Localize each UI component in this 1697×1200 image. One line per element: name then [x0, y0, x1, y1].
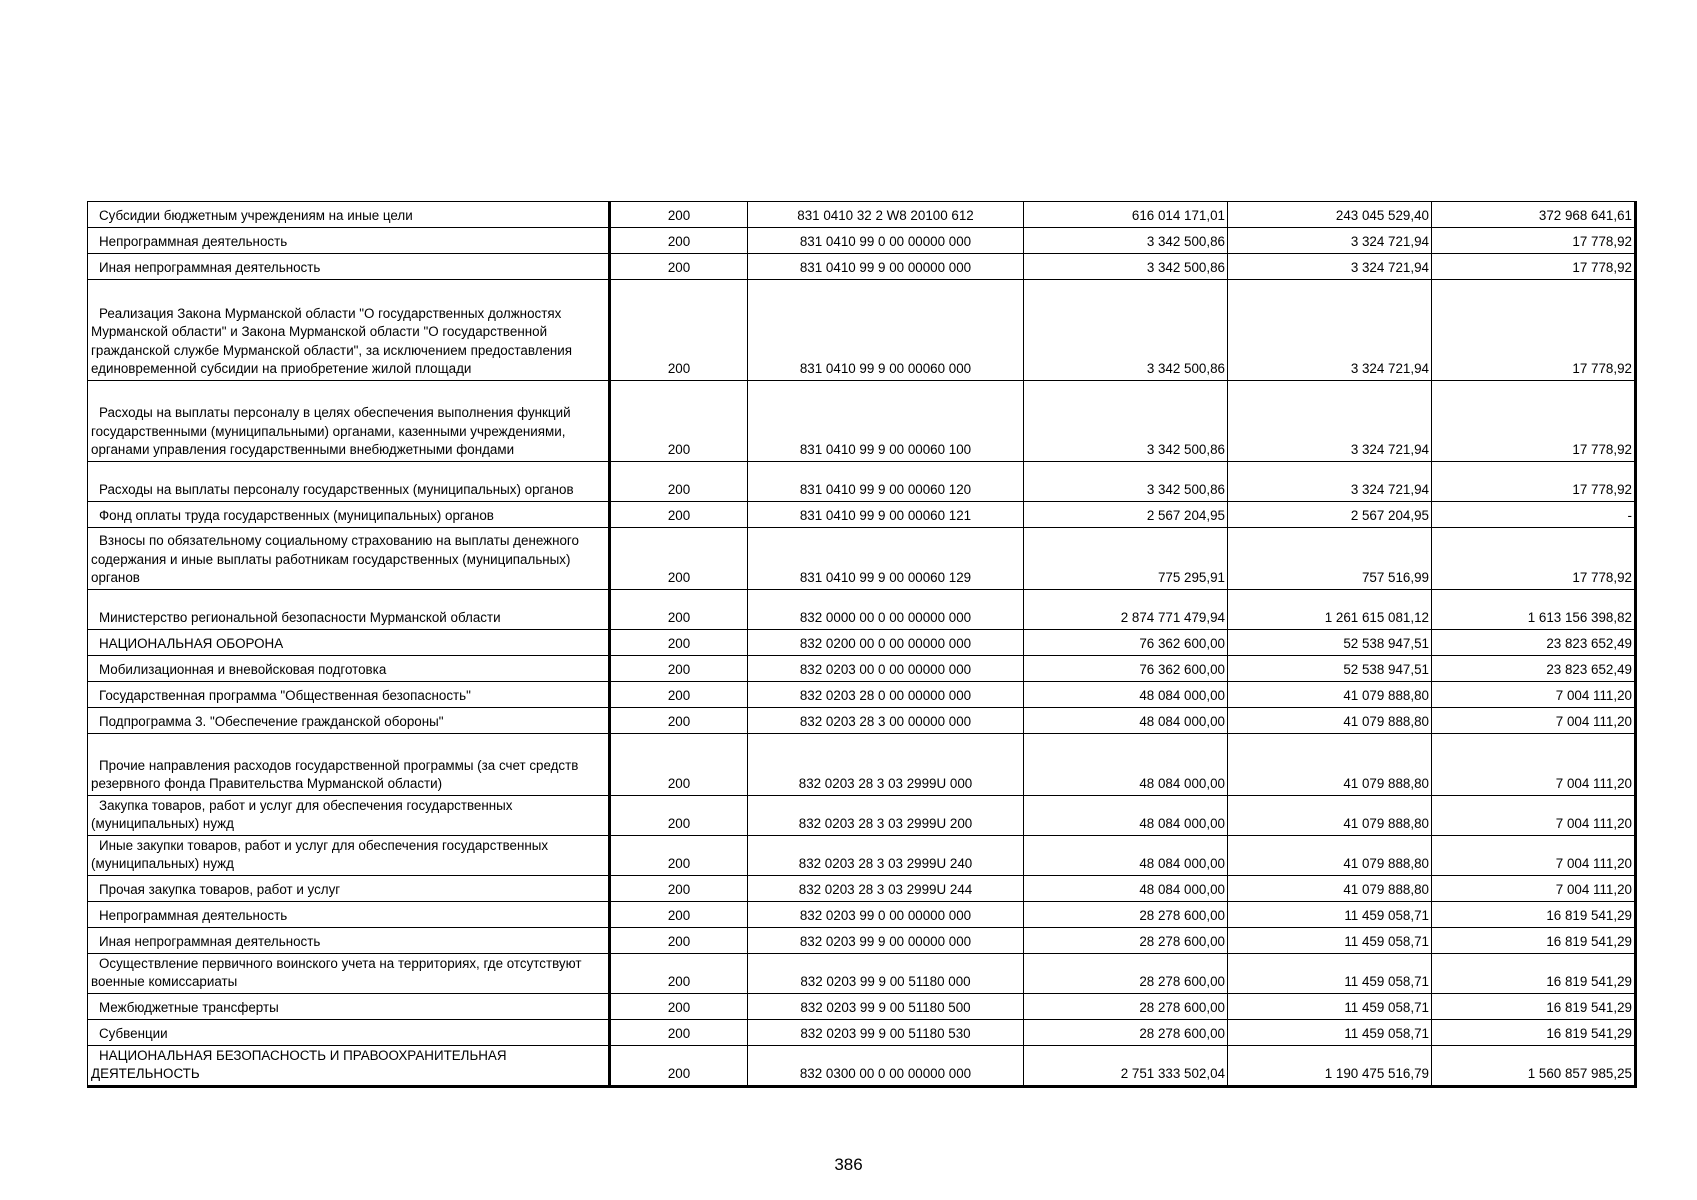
unexecuted-amount-cell: 16 819 541,29: [1432, 954, 1636, 994]
item-name-cell: НАЦИОНАЛЬНАЯ ОБОРОНА: [88, 630, 610, 656]
unexecuted-amount-cell: -: [1432, 502, 1636, 528]
budget-code-cell: 832 0203 99 9 00 51180 530: [748, 1020, 1024, 1046]
item-name-cell: Непрограммная деятельность: [88, 228, 610, 254]
executed-amount-cell: 41 079 888,80: [1228, 708, 1432, 734]
line-code-cell: 200: [610, 1020, 748, 1046]
executed-amount-cell: 3 324 721,94: [1228, 462, 1432, 502]
table-row: [88, 994, 1636, 1020]
unexecuted-amount-cell: 17 778,92: [1432, 462, 1636, 502]
budget-code-cell: 831 0410 99 0 00 00000 000: [748, 228, 1024, 254]
budget-code-cell: 831 0410 99 9 00 00060 129: [748, 528, 1024, 590]
unexecuted-amount-cell: 17 778,92: [1432, 280, 1636, 381]
approved-amount-cell: 28 278 600,00: [1024, 954, 1228, 994]
unexecuted-amount-cell: 7 004 111,20: [1432, 682, 1636, 708]
line-code-cell: 200: [610, 994, 748, 1020]
approved-amount-cell: 48 084 000,00: [1024, 682, 1228, 708]
line-code-cell: 200: [610, 630, 748, 656]
item-name-cell: Осуществление первичного воинского учета на территориях, где отсутствуют военные комиссариаты: [88, 954, 610, 994]
approved-amount-cell: 775 295,91: [1024, 528, 1228, 590]
unexecuted-amount-cell: 23 823 652,49: [1432, 630, 1636, 656]
item-name-cell: Субвенции: [88, 1020, 610, 1046]
approved-amount-cell: 3 342 500,86: [1024, 381, 1228, 462]
budget-code-cell: 831 0410 32 2 W8 20100 612: [748, 202, 1024, 228]
item-name-cell: Иные закупки товаров, работ и услуг для обеспечения государственных (муниципальных) нужд: [88, 836, 610, 876]
approved-amount-cell: 2 874 771 479,94: [1024, 590, 1228, 630]
table-row: [88, 954, 1636, 994]
executed-amount-cell: 2 567 204,95: [1228, 502, 1432, 528]
budget-code-cell: 831 0410 99 9 00 00060 121: [748, 502, 1024, 528]
budget-code-cell: 832 0203 99 9 00 51180 000: [748, 954, 1024, 994]
item-name-cell: НАЦИОНАЛЬНАЯ БЕЗОПАСНОСТЬ И ПРАВООХРАНИТЕЛЬНАЯ ДЕЯТЕЛЬНОСТЬ: [88, 1046, 610, 1087]
item-name-cell: Реализация Закона Мурманской области "О государственных должностях Мурманской области" и Закона Мурманской области "О государственной гражданской службе Мурманской области", за исключением предоставления единовременной субсидии на приобретение жилой площади: [88, 280, 610, 381]
approved-amount-cell: 48 084 000,00: [1024, 708, 1228, 734]
table-row: [88, 462, 1636, 502]
approved-amount-cell: 28 278 600,00: [1024, 902, 1228, 928]
table-row: [88, 1020, 1636, 1046]
approved-amount-cell: 2 751 333 502,04: [1024, 1046, 1228, 1087]
executed-amount-cell: 757 516,99: [1228, 528, 1432, 590]
unexecuted-amount-cell: 16 819 541,29: [1432, 928, 1636, 954]
approved-amount-cell: 48 084 000,00: [1024, 734, 1228, 796]
table-row: [88, 630, 1636, 656]
approved-amount-cell: 3 342 500,86: [1024, 280, 1228, 381]
executed-amount-cell: 52 538 947,51: [1228, 630, 1432, 656]
executed-amount-cell: 11 459 058,71: [1228, 928, 1432, 954]
unexecuted-amount-cell: 1 560 857 985,25: [1432, 1046, 1636, 1087]
line-code-cell: 200: [610, 381, 748, 462]
budget-code-cell: 832 0300 00 0 00 00000 000: [748, 1046, 1024, 1087]
approved-amount-cell: 48 084 000,00: [1024, 876, 1228, 902]
approved-amount-cell: 616 014 171,01: [1024, 202, 1228, 228]
table-row: [88, 202, 1636, 228]
item-name-cell: Министерство региональной безопасности Мурманской области: [88, 590, 610, 630]
table-row: [88, 836, 1636, 876]
table-row: [88, 876, 1636, 902]
item-name-cell: Закупка товаров, работ и услуг для обеспечения государственных (муниципальных) нужд: [88, 796, 610, 836]
executed-amount-cell: 1 190 475 516,79: [1228, 1046, 1432, 1087]
table-row: [88, 902, 1636, 928]
approved-amount-cell: 76 362 600,00: [1024, 630, 1228, 656]
table-row: [88, 590, 1636, 630]
unexecuted-amount-cell: 17 778,92: [1432, 228, 1636, 254]
executed-amount-cell: 3 324 721,94: [1228, 228, 1432, 254]
unexecuted-amount-cell: 16 819 541,29: [1432, 1020, 1636, 1046]
item-name-cell: Фонд оплаты труда государственных (муниципальных) органов: [88, 502, 610, 528]
unexecuted-amount-cell: 17 778,92: [1432, 254, 1636, 280]
table-row: [88, 796, 1636, 836]
table-row: [88, 708, 1636, 734]
unexecuted-amount-cell: 17 778,92: [1432, 381, 1636, 462]
item-name-cell: Мобилизационная и вневойсковая подготовка: [88, 656, 610, 682]
budget-code-cell: 832 0203 00 0 00 00000 000: [748, 656, 1024, 682]
budget-code-cell: 832 0203 28 3 03 2999U 000: [748, 734, 1024, 796]
approved-amount-cell: 76 362 600,00: [1024, 656, 1228, 682]
table-row: [88, 381, 1636, 462]
executed-amount-cell: 3 324 721,94: [1228, 381, 1432, 462]
line-code-cell: 200: [610, 708, 748, 734]
line-code-cell: 200: [610, 1046, 748, 1087]
approved-amount-cell: 28 278 600,00: [1024, 928, 1228, 954]
table-row: [88, 1046, 1636, 1087]
item-name-cell: Подпрограмма 3. "Обеспечение гражданской обороны": [88, 708, 610, 734]
line-code-cell: 200: [610, 734, 748, 796]
line-code-cell: 200: [610, 656, 748, 682]
unexecuted-amount-cell: 16 819 541,29: [1432, 994, 1636, 1020]
table-row: [88, 254, 1636, 280]
executed-amount-cell: 41 079 888,80: [1228, 682, 1432, 708]
executed-amount-cell: 52 538 947,51: [1228, 656, 1432, 682]
item-name-cell: Прочая закупка товаров, работ и услуг: [88, 876, 610, 902]
item-name-cell: Непрограммная деятельность: [88, 902, 610, 928]
approved-amount-cell: 28 278 600,00: [1024, 1020, 1228, 1046]
budget-code-cell: 832 0203 28 3 03 2999U 244: [748, 876, 1024, 902]
unexecuted-amount-cell: 1 613 156 398,82: [1432, 590, 1636, 630]
budget-code-cell: 832 0203 99 9 00 51180 500: [748, 994, 1024, 1020]
table-body: [88, 202, 1636, 1087]
table-row: [88, 928, 1636, 954]
line-code-cell: 200: [610, 836, 748, 876]
item-name-cell: Расходы на выплаты персоналу в целях обеспечения выполнения функций государственными (муниципальными) органами, казенными учреждениями, органами управления государственными внебюджетными фондами: [88, 381, 610, 462]
budget-code-cell: 831 0410 99 9 00 00060 000: [748, 280, 1024, 381]
line-code-cell: 200: [610, 202, 748, 228]
table-row: [88, 656, 1636, 682]
line-code-cell: 200: [610, 796, 748, 836]
unexecuted-amount-cell: 7 004 111,20: [1432, 836, 1636, 876]
approved-amount-cell: 3 342 500,86: [1024, 254, 1228, 280]
line-code-cell: 200: [610, 902, 748, 928]
unexecuted-amount-cell: 372 968 641,61: [1432, 202, 1636, 228]
line-code-cell: 200: [610, 280, 748, 381]
budget-code-cell: 832 0000 00 0 00 00000 000: [748, 590, 1024, 630]
approved-amount-cell: 3 342 500,86: [1024, 462, 1228, 502]
item-name-cell: Прочие направления расходов государственной программы (за счет средств резервного фонда Правительства Мурманской области): [88, 734, 610, 796]
executed-amount-cell: 41 079 888,80: [1228, 876, 1432, 902]
item-name-cell: Иная непрограммная деятельность: [88, 254, 610, 280]
table-row: [88, 528, 1636, 590]
executed-amount-cell: 3 324 721,94: [1228, 254, 1432, 280]
approved-amount-cell: 2 567 204,95: [1024, 502, 1228, 528]
executed-amount-cell: 243 045 529,40: [1228, 202, 1432, 228]
executed-amount-cell: 11 459 058,71: [1228, 1020, 1432, 1046]
approved-amount-cell: 48 084 000,00: [1024, 796, 1228, 836]
executed-amount-cell: 41 079 888,80: [1228, 734, 1432, 796]
line-code-cell: 200: [610, 254, 748, 280]
approved-amount-cell: 3 342 500,86: [1024, 228, 1228, 254]
approved-amount-cell: 48 084 000,00: [1024, 836, 1228, 876]
executed-amount-cell: 11 459 058,71: [1228, 994, 1432, 1020]
line-code-cell: 200: [610, 682, 748, 708]
budget-code-cell: 832 0203 28 3 03 2999U 200: [748, 796, 1024, 836]
budget-code-cell: 832 0203 99 9 00 00000 000: [748, 928, 1024, 954]
unexecuted-amount-cell: 7 004 111,20: [1432, 796, 1636, 836]
budget-code-cell: 831 0410 99 9 00 00060 120: [748, 462, 1024, 502]
line-code-cell: 200: [610, 954, 748, 994]
budget-execution-table: [87, 201, 1637, 1088]
item-name-cell: Иная непрограммная деятельность: [88, 928, 610, 954]
unexecuted-amount-cell: 7 004 111,20: [1432, 734, 1636, 796]
executed-amount-cell: 11 459 058,71: [1228, 902, 1432, 928]
table-row: [88, 734, 1636, 796]
executed-amount-cell: 3 324 721,94: [1228, 280, 1432, 381]
line-code-cell: 200: [610, 228, 748, 254]
line-code-cell: 200: [610, 462, 748, 502]
unexecuted-amount-cell: 7 004 111,20: [1432, 876, 1636, 902]
budget-code-cell: 832 0203 99 0 00 00000 000: [748, 902, 1024, 928]
budget-code-cell: 832 0203 28 3 03 2999U 240: [748, 836, 1024, 876]
budget-code-cell: 832 0203 28 3 00 00000 000: [748, 708, 1024, 734]
budget-code-cell: 831 0410 99 9 00 00060 100: [748, 381, 1024, 462]
executed-amount-cell: 41 079 888,80: [1228, 836, 1432, 876]
item-name-cell: Взносы по обязательному социальному страхованию на выплаты денежного содержания и иные выплаты работникам государственных (муниципальных) органов: [88, 528, 610, 590]
item-name-cell: Государственная программа "Общественная безопасность": [88, 682, 610, 708]
approved-amount-cell: 28 278 600,00: [1024, 994, 1228, 1020]
line-code-cell: 200: [610, 590, 748, 630]
item-name-cell: Межбюджетные трансферты: [88, 994, 610, 1020]
unexecuted-amount-cell: 16 819 541,29: [1432, 902, 1636, 928]
item-name-cell: Субсидии бюджетным учреждениям на иные цели: [88, 202, 610, 228]
unexecuted-amount-cell: 17 778,92: [1432, 528, 1636, 590]
unexecuted-amount-cell: 7 004 111,20: [1432, 708, 1636, 734]
line-code-cell: 200: [610, 502, 748, 528]
line-code-cell: 200: [610, 928, 748, 954]
table-row: [88, 502, 1636, 528]
table-row: [88, 228, 1636, 254]
table-row: [88, 682, 1636, 708]
budget-code-cell: 831 0410 99 9 00 00000 000: [748, 254, 1024, 280]
executed-amount-cell: 11 459 058,71: [1228, 954, 1432, 994]
budget-code-cell: 832 0200 00 0 00 00000 000: [748, 630, 1024, 656]
executed-amount-cell: 1 261 615 081,12: [1228, 590, 1432, 630]
line-code-cell: 200: [610, 528, 748, 590]
item-name-cell: Расходы на выплаты персоналу государственных (муниципальных) органов: [88, 462, 610, 502]
line-code-cell: 200: [610, 876, 748, 902]
unexecuted-amount-cell: 23 823 652,49: [1432, 656, 1636, 682]
page-number: 386: [834, 1155, 863, 1174]
executed-amount-cell: 41 079 888,80: [1228, 796, 1432, 836]
table-row: [88, 280, 1636, 381]
budget-code-cell: 832 0203 28 0 00 00000 000: [748, 682, 1024, 708]
